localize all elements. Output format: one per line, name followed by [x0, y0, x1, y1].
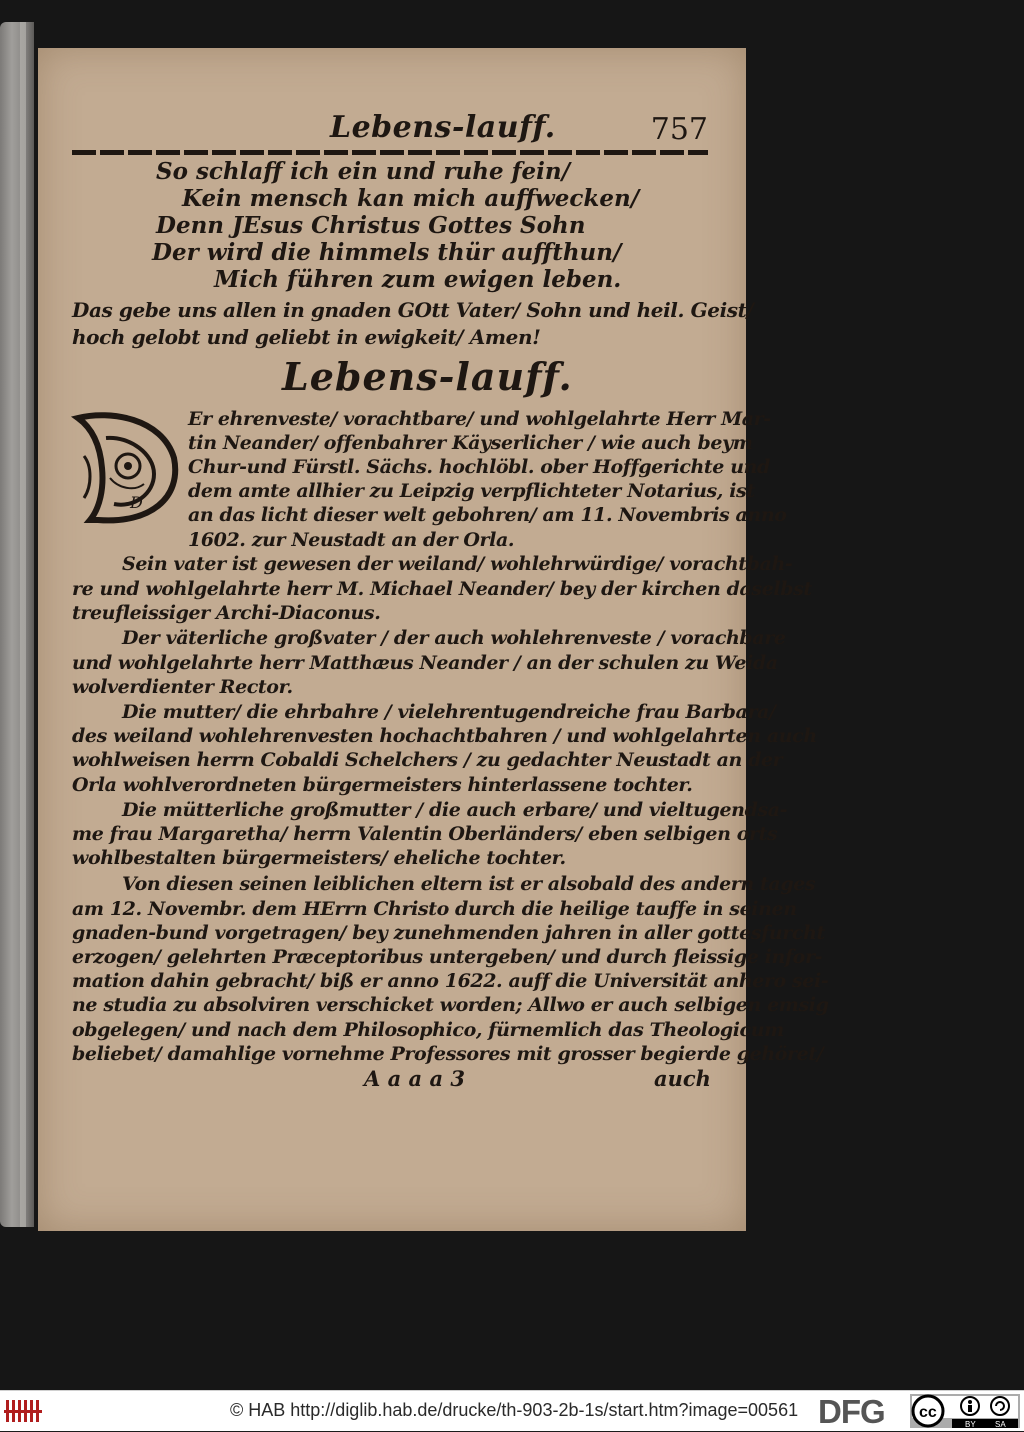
body-line: me frau Margaretha/ herrn Valentin Oberländers/ eben selbigen orts [72, 823, 778, 845]
body-line: Die mutter/ die ehrbahre / vielehrentugendreiche frau Barbara/ [122, 701, 776, 723]
body-line: Der väterliche großvater / der auch wohlehrenveste / vorachbare [122, 627, 786, 649]
verse-line: Der wird die himmels thür auffthun/ [152, 239, 622, 266]
verse-line: So schlaff ich ein und ruhe fein/ [156, 158, 570, 185]
running-head [72, 106, 712, 146]
verse-line: Mich führen zum ewigen leben. [214, 266, 622, 293]
body-line: wolverdienter Rector. [72, 676, 293, 698]
body-line: wohlweisen herrn Cobaldi Schelchers / zu gedachter Neustadt an der [72, 749, 783, 771]
signature-mark: A a a a 3 [364, 1066, 465, 1091]
body-line: tin Neander/ offenbahrer Käyserlicher / wie auch beym [188, 432, 753, 454]
section-title: Lebens-lauff. [282, 354, 573, 399]
body-line: Chur-und Fürstl. Sächs. hochlöbl. ober Hoffgerichte und [188, 456, 770, 478]
prayer-line: Das gebe uns allen in gnaden GOtt Vater/ Sohn und heil. Geist/ [72, 298, 754, 322]
body-line: treufleissiger Archi-Diaconus. [72, 602, 381, 624]
body-line: mation dahin gebracht/ biß er anno 1622. auff die Universität anhero sei- [72, 970, 829, 992]
verse-line: Kein mensch kan mich auffwecken/ [182, 185, 640, 212]
running-title: Lebens-lauff. [330, 110, 556, 145]
body-line: re und wohlgelahrte herr M. Michael Neander/ bey der kirchen daselbst [72, 578, 812, 600]
body-line: dem amte allhier zu Leipzig verpflichteter Notarius, ist [188, 480, 755, 502]
body-line: obgelegen/ und nach dem Philosophico, fürnemlich das Theologicum [72, 1019, 784, 1041]
body-line: gnaden-bund vorgetragen/ bey zunehmenden jahren in aller gottesfurcht [72, 922, 825, 944]
cc-label: cc [919, 1404, 937, 1421]
drop-cap-letter: D [130, 493, 143, 512]
attribution-link[interactable]: © HAB http://diglib.hab.de/drucke/th-903-2b-1s/start.htm?image=00561 [230, 1400, 799, 1420]
body-line: des weiland wohlehrenvesten hochachtbahren / und wohlgelahrten auch [72, 725, 817, 747]
head-rule [72, 150, 708, 155]
body-line: beliebet/ damahlige vornehme Professores mit grosser begierde gehöret/ [72, 1043, 824, 1065]
cc-license-badge[interactable] [910, 1394, 1020, 1428]
catchword: auch [654, 1066, 711, 1091]
viewer-footer [0, 1390, 1024, 1431]
body-line: ne studia zu absolviren verschicket worden; Allwo er auch selbigen emsig [72, 994, 829, 1016]
page-number: 757 [650, 112, 708, 147]
cc-by-label: BY [965, 1420, 976, 1428]
body-line: Orla wohlverordneten bürgermeisters hinterlassene tochter. [72, 774, 693, 796]
body-line: Er ehrenveste/ vorachtbare/ und wohlgelahrte Herr Mar- [188, 408, 771, 430]
body-line: Die mütterliche großmutter / die auch erbare/ und vieltugendsa- [122, 799, 788, 821]
body-line: Von diesen seinen leiblichen eltern ist er alsobald des andern tages [122, 873, 816, 895]
hab-logo-icon[interactable] [4, 1396, 44, 1426]
decorated-initial [70, 408, 182, 528]
body-line: wohlbestalten bürgermeisters/ eheliche tochter. [72, 847, 566, 869]
body-line: und wohlgelahrte herr Matthæus Neander / an der schulen zu Weida [72, 652, 778, 674]
body-line: Sein vater ist gewesen der weiland/ wohlehrwürdige/ vorachtbah- [122, 553, 793, 575]
prayer-line: hoch gelobt und geliebt in ewigkeit/ Amen! [72, 325, 541, 349]
body-line: an das licht dieser welt gebohren/ am 11. Novembris anno [188, 504, 787, 526]
previous-page-strip [20, 22, 26, 1227]
verse-line: Denn JEsus Christus Gottes Sohn [156, 212, 586, 239]
body-line: erzogen/ gelehrten Præceptoribus untergeben/ und durch fleissige infor- [72, 946, 823, 968]
dfg-logo[interactable]: DFG [818, 1393, 885, 1430]
book-page [38, 48, 829, 1231]
body-line: am 12. Novembr. dem HErrn Christo durch die heilige tauffe in seinen [72, 898, 797, 920]
cc-sa-label: SA [995, 1420, 1006, 1428]
previous-page-edge [0, 22, 34, 1227]
body-line: 1602. zur Neustadt an der Orla. [188, 529, 515, 551]
